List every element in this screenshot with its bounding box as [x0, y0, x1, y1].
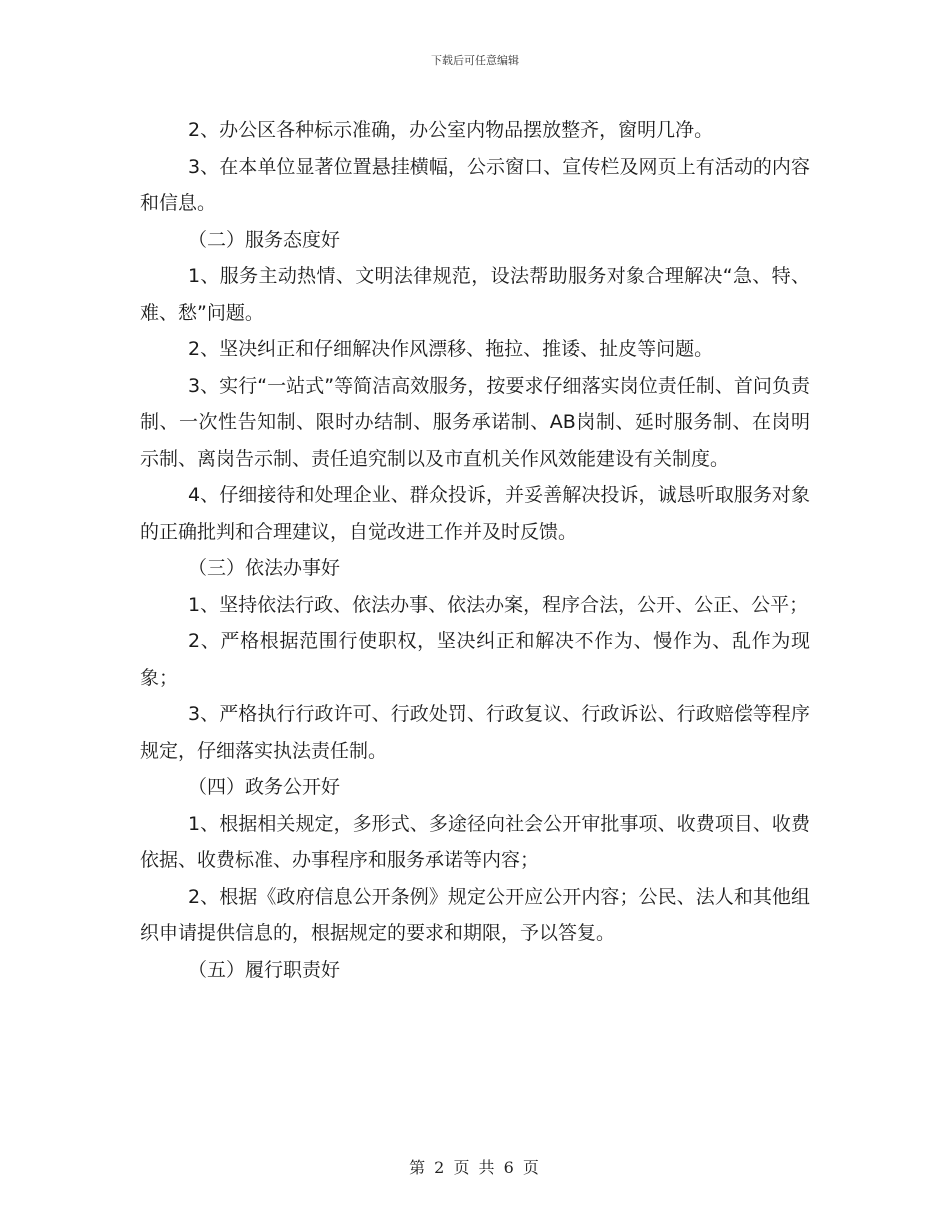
paragraph: 2、根据《政府信息公开条例》规定公开应公开内容；公民、法人和其他组织申请提供信息的，根据规定的要求和期限，予以答复。 — [140, 885, 810, 944]
section-heading: （三）依法办事好 — [188, 557, 341, 579]
document-body — [140, 112, 810, 988]
paragraph: 1、坚持依法行政、依法办事、依法办案，程序合法，公开、公正、公平； — [188, 593, 809, 616]
section-heading: （四）政务公开好 — [188, 776, 341, 798]
paragraph: 2、严格根据范围行使职权，坚决纠正和解决不作为、慢作为、乱作为现象； — [140, 630, 810, 689]
paragraph: 1、根据相关规定，多形式、多途径向社会公开审批事项、收费项目、收费依据、收费标准、办事程序和服务承诺等内容； — [140, 812, 810, 871]
paragraph: 2、办公区各种标示准确，办公室内物品摆放整齐，窗明几净。 — [188, 119, 714, 141]
page-number-footer: 第 2 页 共 6 页 — [409, 1158, 541, 1177]
paragraph: 4、仔细接待和处理企业、群众投诉，并妥善解决投诉，诚恳听取服务对象的正确批判和合理建议，自觉改进工作并及时反馈。 — [140, 484, 810, 543]
paragraph: 2、坚决纠正和仔细解决作风漂移、拖拉、推诿、扯皮等问题。 — [188, 338, 714, 360]
page-header: 下载后可任意编辑 — [431, 54, 519, 67]
paragraph: 1、服务主动热情、文明法律规范，设法帮助服务对象合理解决“急、特、难、愁”问题。 — [140, 265, 810, 324]
paragraph: 3、在本单位显著位置悬挂横幅，公示窗口、宣传栏及网页上有活动的内容和信息。 — [140, 155, 810, 214]
paragraph: 3、严格执行行政许可、行政处罚、行政复议、行政诉讼、行政赔偿等程序规定，仔细落实执法责任制。 — [140, 703, 810, 762]
section-heading: （二）服务态度好 — [188, 228, 341, 251]
paragraph: 3、实行“一站式”等简洁高效服务，按要求仔细落实岗位责任制、首问负责制、一次性告知制、限时办结制、服务承诺制、AB岗制、延时服务制、在岗明示制、离岗告示制、责任追究制以及市直机关作风效能建设有关制度。 — [140, 374, 810, 470]
section-heading: （五）履行职责好 — [188, 958, 341, 981]
